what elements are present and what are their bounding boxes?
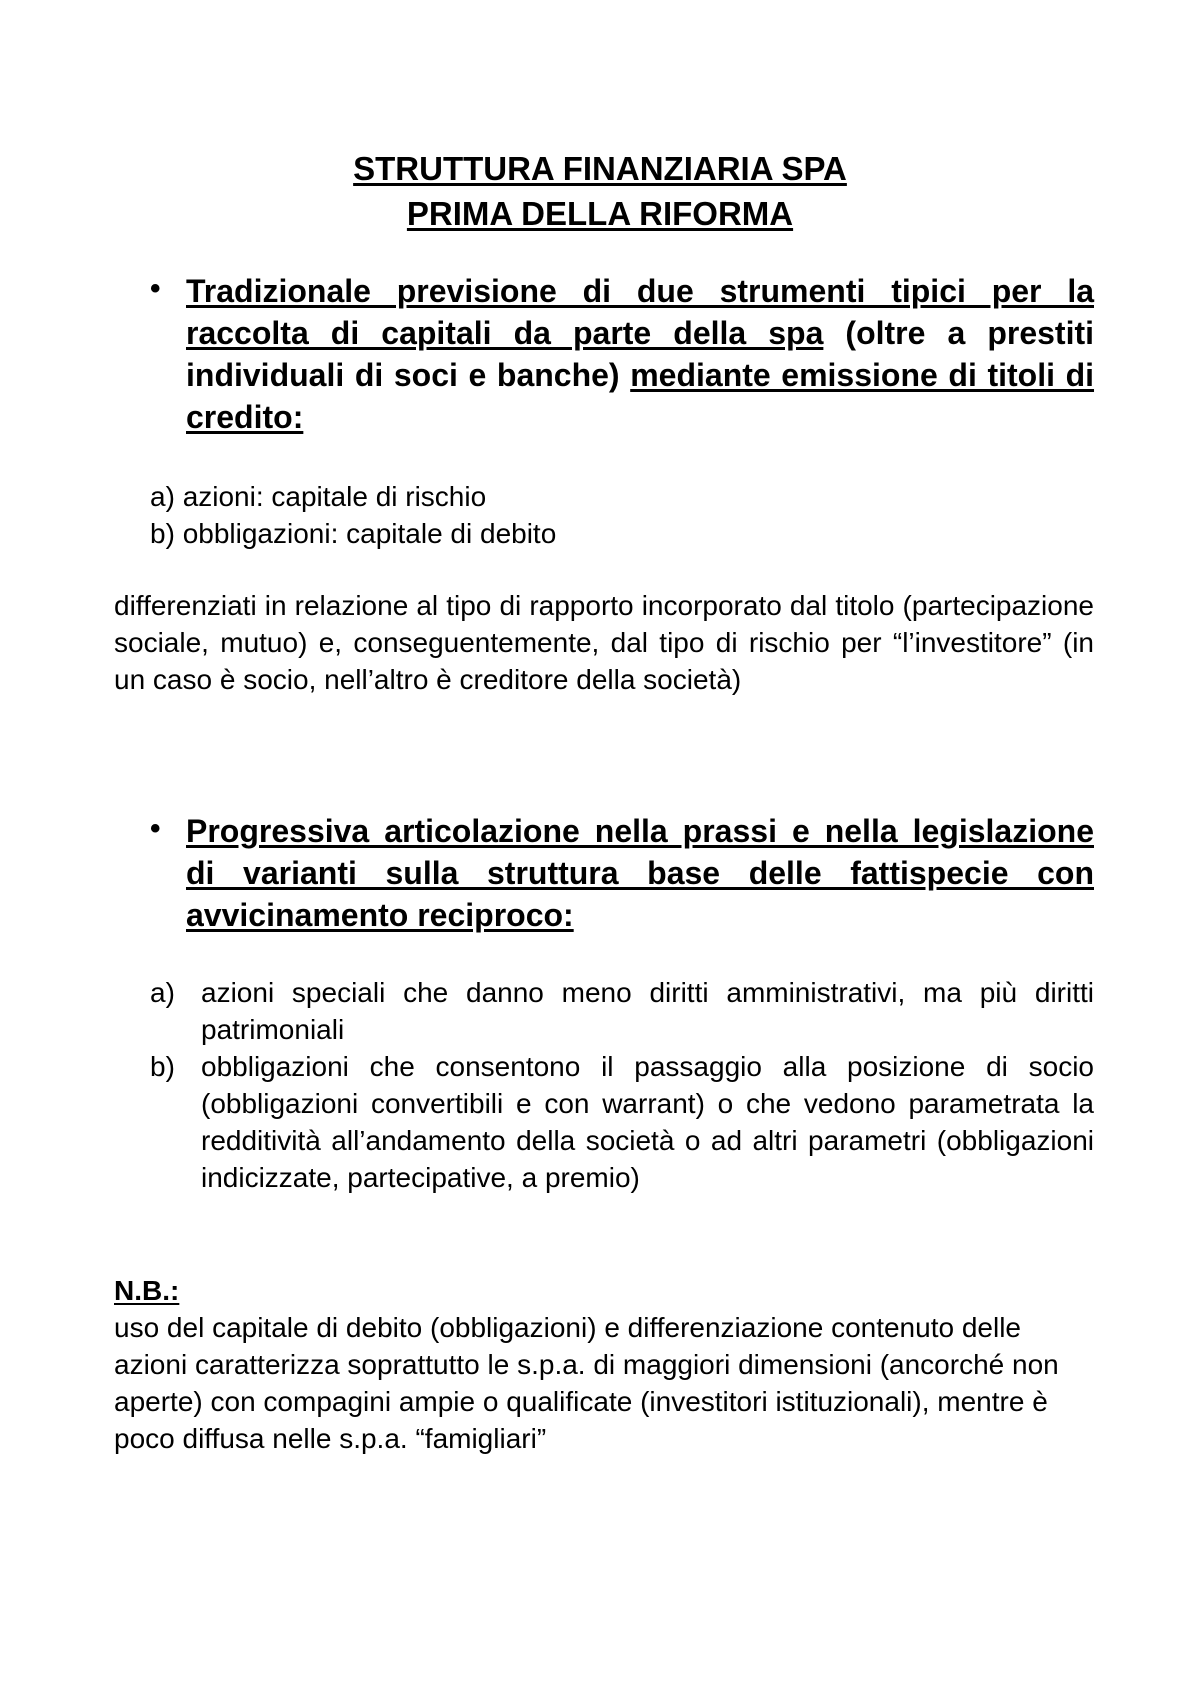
list-item	[150, 515, 1094, 552]
list-item-text: obbligazioni: capitale di debito	[182, 518, 557, 549]
nb-paragraph: uso del capitale di debito (obbligazioni) e differenziazione contenuto delle azioni caratterizza soprattutto le s.p.a. di maggiori dimensioni (ancorché non aperte) con compagini ampie o qualificate (investitori istituzionali), mentre è poco diffusa nelle s.p.a. “famigliari”	[114, 1312, 1059, 1454]
list-item-label: a)	[150, 481, 175, 512]
section2-heading: Progressiva articolazione nella prassi e nella legislazione di varianti sulla struttura base delle fattispecie con avvicinamento reciproco:	[186, 813, 1094, 933]
page-title	[0, 146, 1200, 236]
list-item-text: azioni speciali che danno meno diritti amministrativi, ma più diritti patrimoniali	[201, 977, 1094, 1045]
title-line-1: STRUTTURA FINANZIARIA SPA	[353, 150, 847, 187]
list-item-label: b)	[150, 1051, 175, 1082]
list-item-label: b)	[150, 518, 175, 549]
bullet-icon: •	[150, 272, 161, 305]
section2-list	[150, 974, 1094, 1196]
list-item	[150, 974, 1094, 1048]
section1-paragraph: differenziati in relazione al tipo di rapporto incorporato dal titolo (partecipazione sociale, mutuo) e, conseguentemente, dal tipo di rischio per “l’investitore” (in un caso è socio, nell’altro è creditore della società)	[114, 590, 1094, 695]
list-item-text: obbligazioni che consentono il passaggio alla posizione di socio (obbligazioni convertibili e con warrant) o che vedono parametrata la redditività all’andamento della società o ad altri parametri (obbligazioni indicizzate, partecipative, a premio)	[201, 1051, 1094, 1193]
bullet-icon: •	[150, 812, 161, 845]
list-item	[150, 1048, 1094, 1196]
section1-heading-plain: (oltre a prestiti individuali di soci e banche)	[186, 315, 1094, 393]
section1-heading-underlined-a: Tradizionale previsione di due strumenti tipici per la raccolta di capitali da parte della spa	[186, 273, 1094, 351]
list-item-text: azioni: capitale di rischio	[182, 481, 487, 512]
title-line-2: PRIMA DELLA RIFORMA	[406, 195, 794, 232]
section1-heading	[186, 270, 1094, 438]
section1-heading-underlined-b: mediante emissione di titoli di credito:	[186, 357, 1095, 435]
list-item-label: a)	[150, 977, 175, 1008]
section1-list	[150, 478, 1094, 552]
list-item	[150, 478, 1094, 515]
nb-label: N.B.:	[114, 1275, 180, 1306]
